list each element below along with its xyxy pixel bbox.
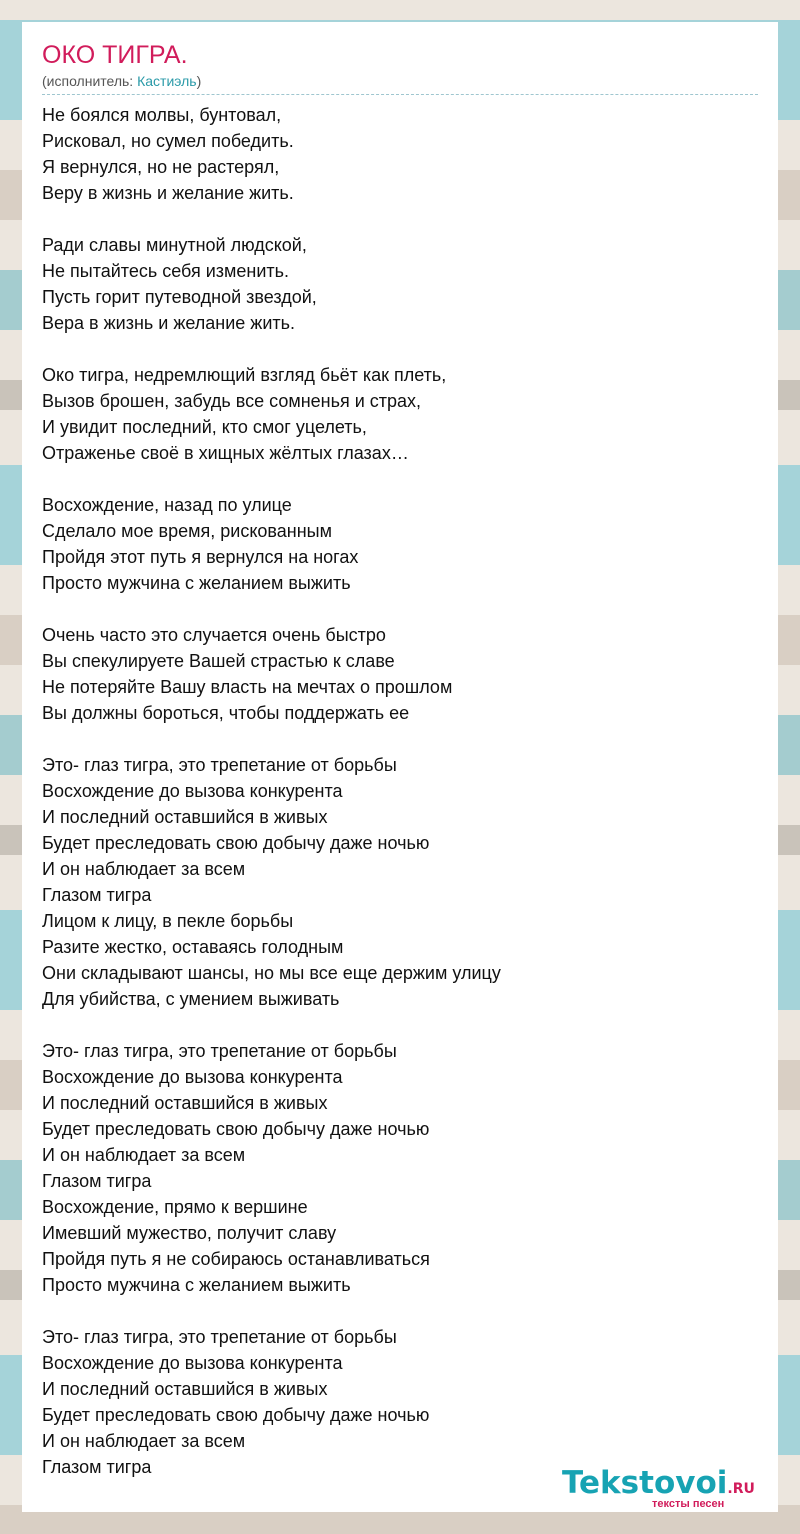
lyric-line: Рисковал, но сумел победить. bbox=[42, 131, 294, 151]
lyric-line: Вы должны бороться, чтобы поддержать ее bbox=[42, 703, 410, 723]
site-logo[interactable] bbox=[562, 1466, 772, 1510]
lyric-line: И последний оставшийся в живых bbox=[42, 1093, 328, 1113]
performer-line bbox=[42, 70, 758, 92]
verse bbox=[42, 102, 758, 206]
song-header bbox=[42, 40, 758, 95]
verse bbox=[42, 1038, 758, 1298]
lyric-line: Не пытайтесь себя изменить. bbox=[42, 261, 290, 281]
lyric-line: Вера в жизнь и желание жить. bbox=[42, 313, 296, 333]
lyric-line: Разите жестко, оставаясь голодным bbox=[42, 937, 344, 957]
lyric-line: Это- глаз тигра, это трепетание от борьбы bbox=[42, 755, 397, 775]
lyrics-card bbox=[22, 22, 778, 1512]
lyric-line: Сделало мое время, рискованным bbox=[42, 521, 332, 541]
logo-name: Tekstovoi bbox=[562, 1465, 728, 1501]
lyric-line: Пусть горит путеводной звездой, bbox=[42, 287, 317, 307]
lyric-line: Будет преследовать свою добычу даже ночью bbox=[42, 1405, 430, 1425]
lyric-line: Пройдя путь я не собираюсь останавливаться bbox=[42, 1249, 430, 1269]
lyric-line: Лицом к лицу, в пекле борьбы bbox=[42, 911, 294, 931]
performer-suffix: ) bbox=[196, 73, 202, 89]
lyric-line: Будет преследовать свою добычу даже ночью bbox=[42, 833, 430, 853]
lyric-line: Глазом тигра bbox=[42, 1171, 152, 1191]
verse bbox=[42, 752, 758, 1012]
lyric-line: Веру в жизнь и желание жить. bbox=[42, 183, 294, 203]
performer-prefix: (исполнитель: bbox=[42, 73, 138, 89]
logo-tagline: тексты песен bbox=[652, 1498, 725, 1510]
logo-tld: .RU bbox=[727, 1481, 755, 1497]
lyric-line: Восхождение до вызова конкурента bbox=[42, 1067, 343, 1087]
lyric-line: Не боялся молвы, бунтовал, bbox=[42, 105, 282, 125]
lyric-line: Око тигра, недремлющий взгляд бьёт как плеть, bbox=[42, 365, 447, 385]
lyric-line: Не потеряйте Вашу власть на мечтах о прошлом bbox=[42, 677, 453, 697]
lyric-line: И он наблюдает за всем bbox=[42, 859, 246, 879]
lyric-line: Ради славы минутной людской, bbox=[42, 235, 307, 255]
song-title: ОКО ТИГРА. bbox=[42, 41, 188, 69]
lyric-line: Отраженье своё в хищных жёлтых глазах… bbox=[42, 443, 409, 463]
lyric-line: И последний оставшийся в живых bbox=[42, 807, 328, 827]
lyric-line: Они складывают шансы, но мы все еще держим улицу bbox=[42, 963, 501, 983]
lyric-line: Вызов брошен, забудь все сомненья и страх, bbox=[42, 391, 422, 411]
lyric-line: Пройдя этот путь я вернулся на ногах bbox=[42, 547, 359, 567]
lyric-line: И он наблюдает за всем bbox=[42, 1145, 246, 1165]
artist-link[interactable]: Кастиэль bbox=[137, 73, 197, 89]
verse bbox=[42, 492, 758, 596]
verse bbox=[42, 232, 758, 336]
lyric-line: Имевший мужество, получит славу bbox=[42, 1223, 337, 1243]
lyric-line: Я вернулся, но не растерял, bbox=[42, 157, 280, 177]
lyric-line: Вы спекулируете Вашей страстью к славе bbox=[42, 651, 395, 671]
lyric-line: Восхождение, назад по улице bbox=[42, 495, 292, 515]
lyric-line: Для убийства, с умением выживать bbox=[42, 989, 340, 1009]
lyric-line: Глазом тигра bbox=[42, 885, 152, 905]
lyric-line: Восхождение до вызова конкурента bbox=[42, 1353, 343, 1373]
lyric-line: Восхождение, прямо к вершине bbox=[42, 1197, 308, 1217]
verse bbox=[42, 1324, 758, 1480]
lyric-line: Просто мужчина с желанием выжить bbox=[42, 1275, 351, 1295]
lyric-line: Восхождение до вызова конкурента bbox=[42, 781, 343, 801]
verse bbox=[42, 622, 758, 726]
verse bbox=[42, 362, 758, 466]
lyric-line: Это- глаз тигра, это трепетание от борьбы bbox=[42, 1041, 397, 1061]
lyric-line: Это- глаз тигра, это трепетание от борьбы bbox=[42, 1327, 397, 1347]
lyric-line: И он наблюдает за всем bbox=[42, 1431, 246, 1451]
lyric-line: И последний оставшийся в живых bbox=[42, 1379, 328, 1399]
lyric-line: Очень часто это случается очень быстро bbox=[42, 625, 386, 645]
lyric-line: Будет преследовать свою добычу даже ночью bbox=[42, 1119, 430, 1139]
lyric-line: Глазом тигра bbox=[42, 1457, 152, 1477]
lyric-line: Просто мужчина с желанием выжить bbox=[42, 573, 351, 593]
lyric-line: И увидит последний, кто смог уцелеть, bbox=[42, 417, 367, 437]
lyrics-text bbox=[42, 102, 758, 1506]
